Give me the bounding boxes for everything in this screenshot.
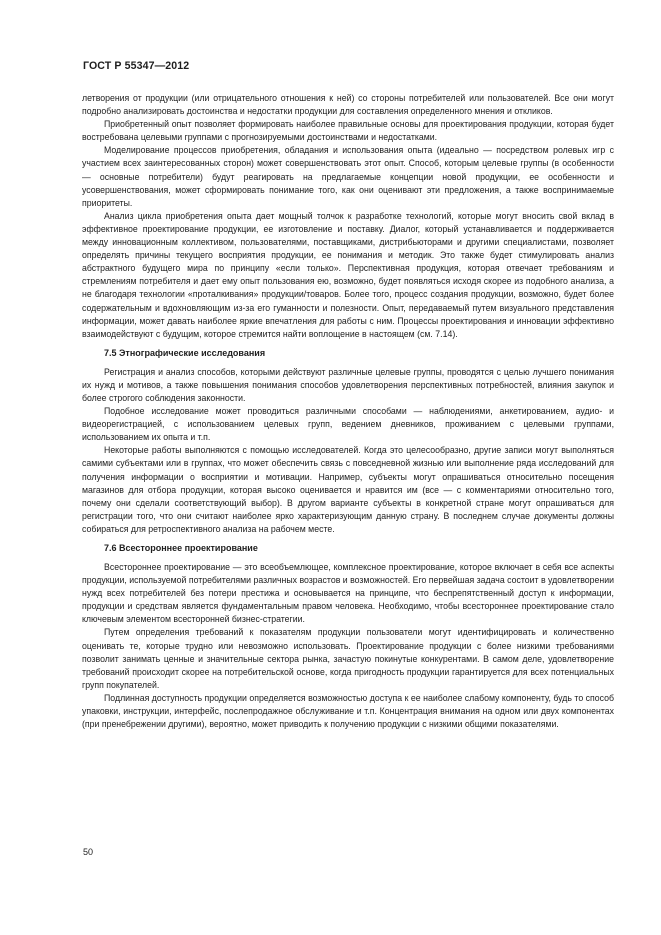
paragraph: Приобретенный опыт позволяет формировать наиболее правильные основы для проектирования продукции, которая будет востребована целевыми группами с прогнозируемыми достоинствами и недостатками. [82, 119, 614, 143]
paragraph: Путем определения требований к показателям продукции пользователи могут идентифицировать и количественно оценивать те, которые трудно или невозможно использовать. Проектирование продукции с более низкими требованиями позволит занимать ценные и значительные сектора рынка, зачастую покинутые конкурентами. В самом деле, удовлетворение требований происходит скорее на потребительской основе, когда пригодность продукции гарантируется для всех потенциальных групп покупателей. [82, 627, 614, 690]
paragraph: Подобное исследование может проводиться различными способами — наблюдениями, анкетированием, аудио- и видеорегистрацией, с использованием целевых групп, ведением дневников, проживанием с целевыми группами, использованием их опыта и т.п. [82, 406, 614, 443]
paragraph-continuation: летворения от продукции (или отрицательного отношения к ней) со стороны потребителей или пользователей. Все они могут подробно анализировать достоинства и недостатки продукции для составления определенного мнения и откликов. [82, 93, 614, 117]
section-heading-7-5: 7.5 Этнографические исследования [104, 347, 266, 358]
paragraph: Анализ цикла приобретения опыта дает мощный толчок к разработке технологий, которые могут вносить свой вклад в эффективное проектирование продукции, ее изготовление и поставку. Диалог, который устанавливается и поддерживается между инновационным коллективом, пользователями, поставщиками, дистрибьюторами и другими специалистами, позволяет определять причины текущего восприятия продукции, ее понимания и методик. Это также будет стимулировать анализ абстрактного будущего мира по принципу «если только». Перспективная продукция, которая отвечает требованиям и стремлениям потребителя и дает ему опыт пользования ею, возможно, будет появляться исходя скорее из подобного анализа, а не благодаря технологии «проталкивания» продукции/товаров. Более того, процесс создания продукции, возможно, будет более содержательным и вдохновляющим из-за его гуманности и полезности. Опыт, передаваемый путем визуального представления информации, может давать наиболее яркие впечатления для работы с ним. Процессы проектирования и инновации эффективно взаимодействуют с будущим, которое стремится найти воплощение в настоящем (см. 7.14). [82, 210, 614, 339]
paragraph: Всестороннее проектирование — это всеобъемлющее, комплексное проектирование, которое включает в себя все аспекты продукции, используемой потребителями различных возрастов и возможностей. Его первейшая задача состоит в удовлетворении нужд всех потребителей без потери престижа и основывается на принципе, что беспрепятственный доступ к информации, продукции и средствам является фундаментальным правом человека. Необходимо, чтобы всестороннее проектирование стало ключевым элементом всесторонней бизнес-стратегии. [82, 562, 614, 625]
paragraph: Регистрация и анализ способов, которыми действуют различные целевые группы, проводятся с целью лучшего понимания их нужд и мотивов, а также повышения понимания способов удовлетворения перспективных потребностей, влияния закупок и более строгого соблюдения законности. [82, 366, 614, 403]
page-number: 50 [83, 847, 94, 857]
paragraph: Некоторые работы выполняются с помощью исследователей. Когда это целесообразно, другие записи могут выполняться самими субъектами или в группах, что может обеспечить связь с повседневной жизнью или выполнение ряда исследований для получения информации о восприятии и мотивации. Например, субъекты могут опрашиваться относительно посещения магазинов для отбора продукции, которая высоко оценивается и нравится им (все — с комментариями относительно того, почему они сделали соответствующий выбор). В другом варианте субъекты в конкретной стране могут опрашиваться для регистрации того, что они считают наиболее ярко характеризующим данную страну. В последнем случае документы должны собираться для ретроспективного анализа на рабочем месте. [82, 445, 614, 534]
paragraph: Моделирование процессов приобретения, обладания и использования опыта (идеально — посредством ролевых игр с участием всех заинтересованных сторон) может совершенствовать этот опыт. Способ, которым целевые группы (в особенности — основные потребители) будут реагировать на предлагаемые концепции новой продукции, ее особенности и усовершенствования, может сформировать понимание того, как они оценивают эти предложения, а также воспринимаемые приоритеты. [82, 145, 614, 208]
page-content [82, 92, 614, 731]
section-heading-7-6: 7.6 Всестороннее проектирование [104, 543, 258, 553]
paragraph: Подлинная доступность продукции определяется возможностью доступа к ее наиболее слабому компоненту, будь то способ упаковки, инструкции, интерфейс, послепродажное обслуживание и т.п. Концентрация внимания на одном или двух компонентах (при пренебрежении другими), вероятно, может приводить к получению продукции с низкими общими показателями. [82, 692, 614, 730]
standard-header: ГОСТ Р 55347—2012 [83, 60, 190, 72]
